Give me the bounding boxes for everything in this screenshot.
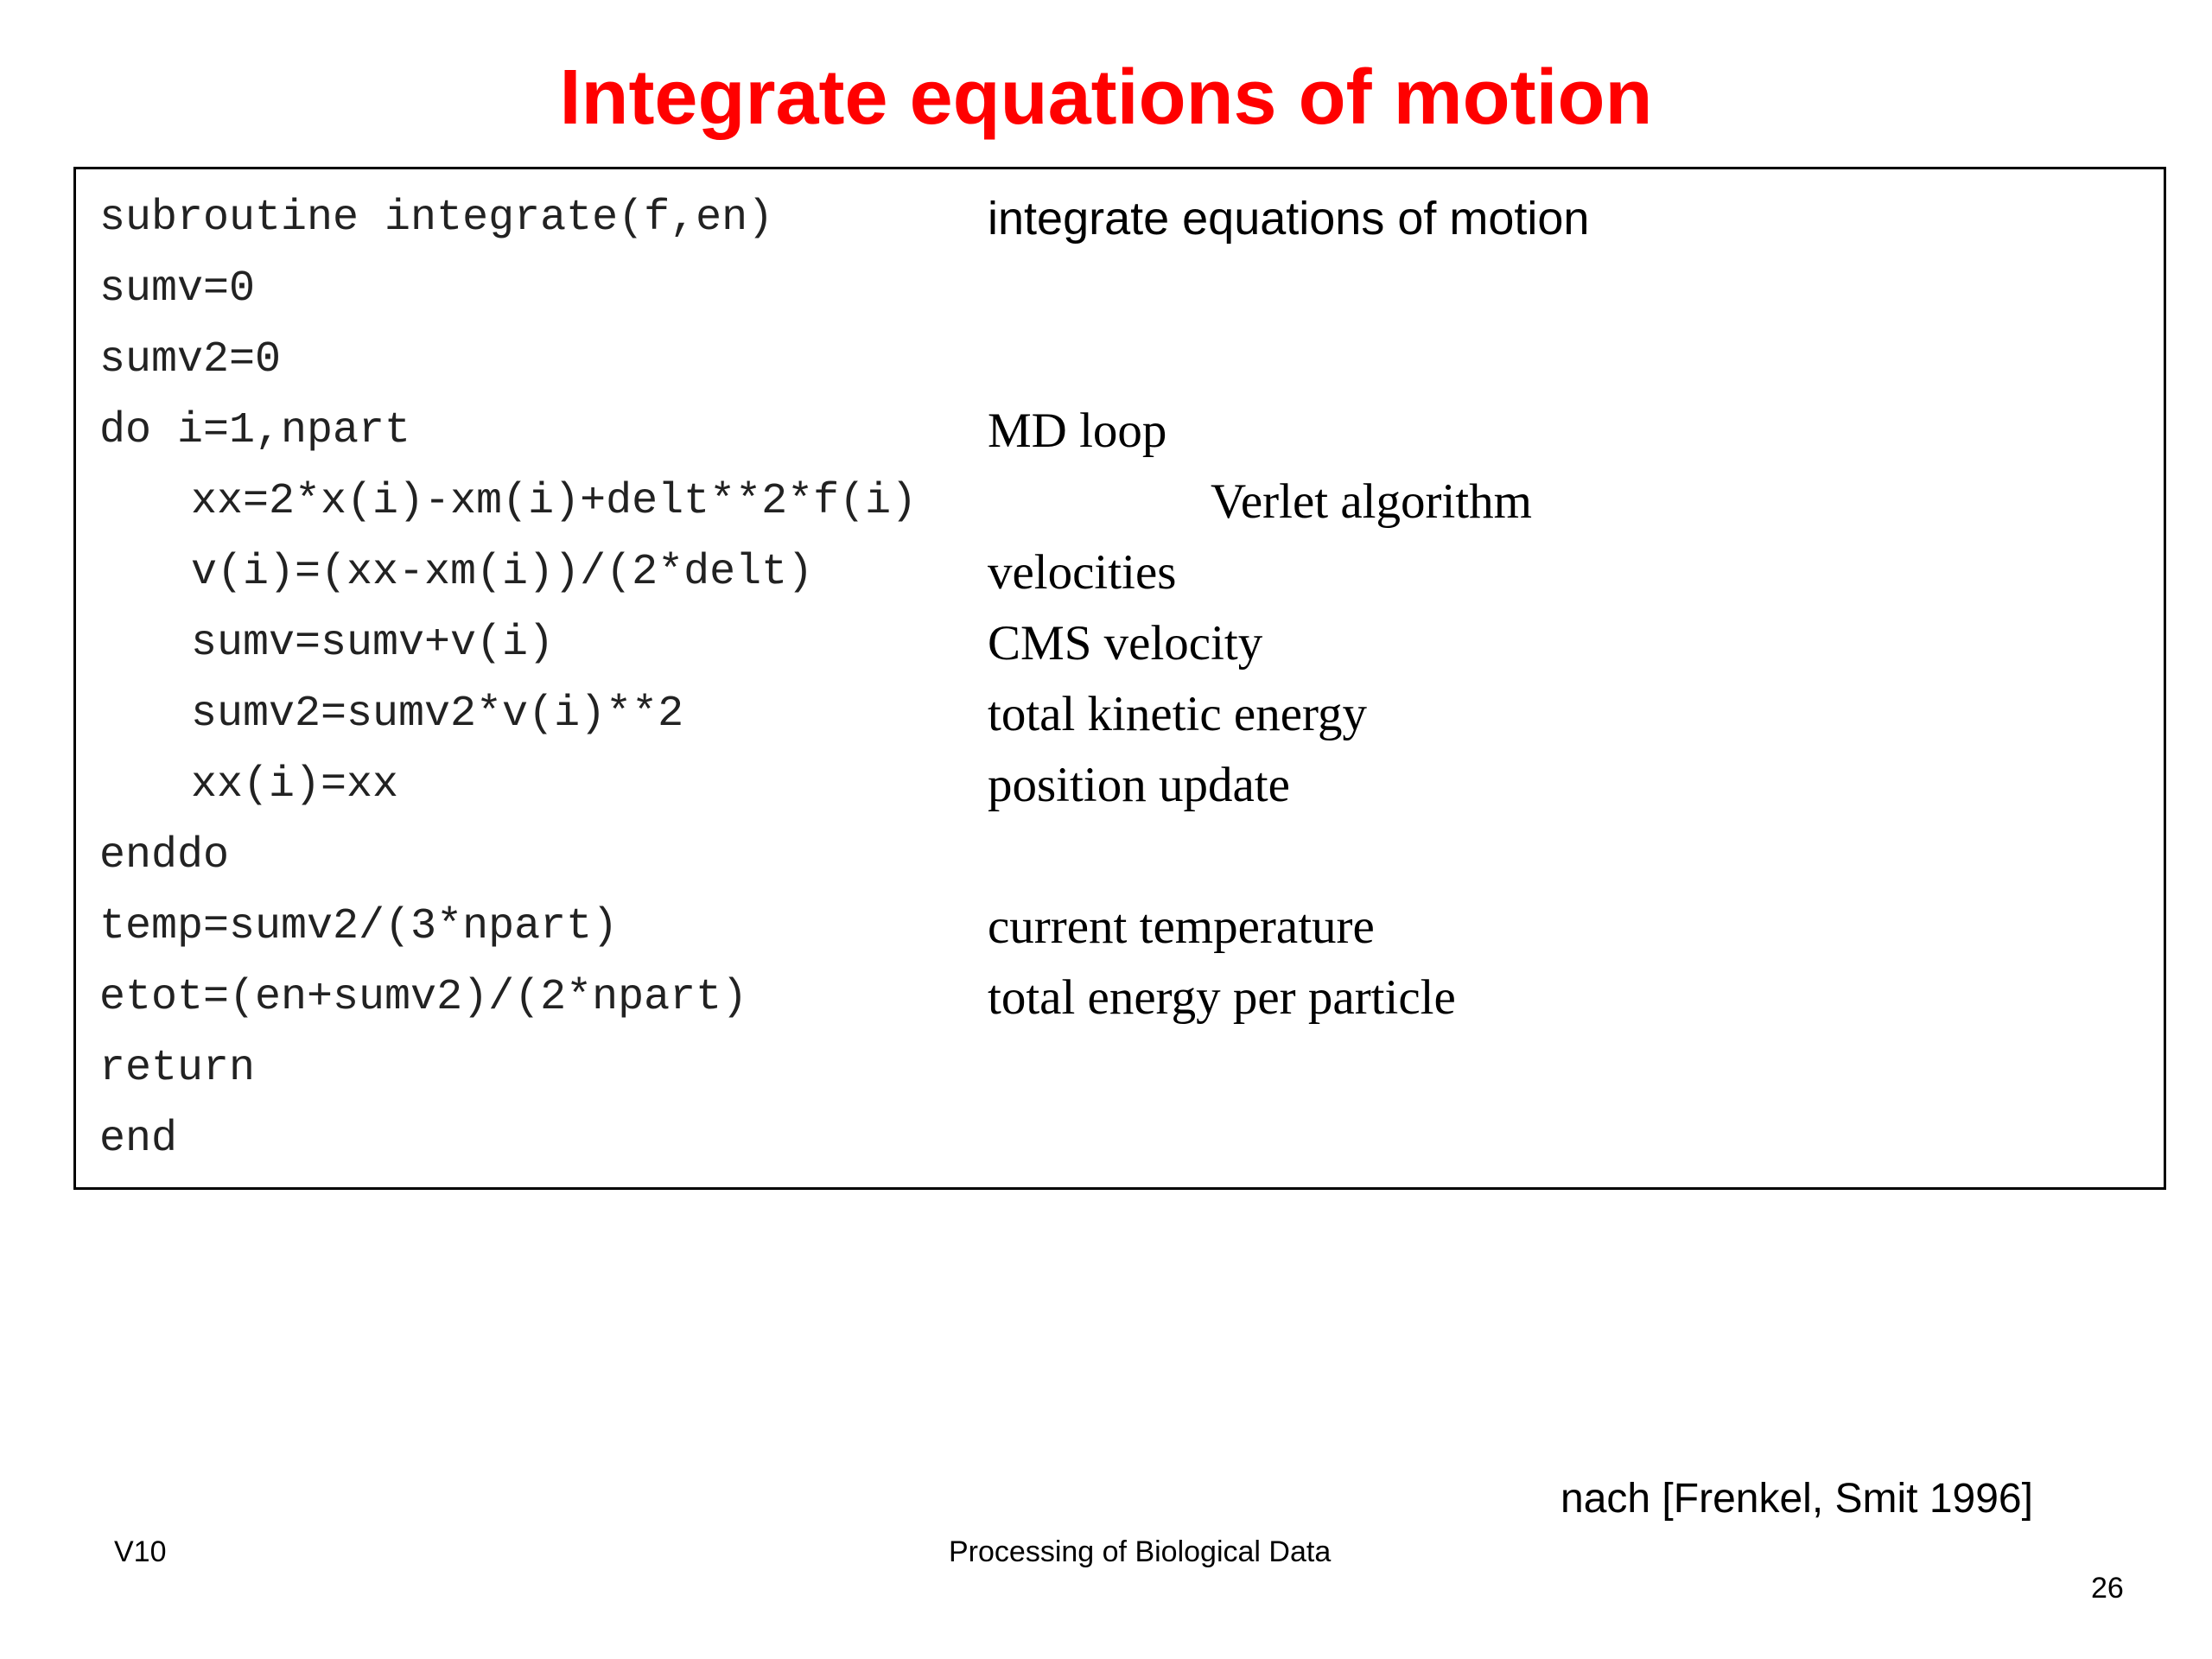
code-listing-box — [73, 167, 2166, 1190]
code-line — [76, 821, 2164, 892]
code-line — [76, 183, 2164, 254]
code-comment: current temperature — [988, 899, 1375, 954]
code-line — [76, 892, 2164, 963]
footer-course-title: Processing of Biological Data — [949, 1535, 1332, 1568]
code-text: sumv2=sumv2*v(i)**2 — [191, 690, 684, 739]
code-comment: total energy per particle — [988, 970, 1456, 1025]
code-text: xx=2*x(i)-xm(i)+delt**2*f(i) — [191, 477, 918, 526]
code-line — [76, 963, 2164, 1033]
code-line — [76, 254, 2164, 325]
code-comment: Verlet algorithm — [1211, 474, 1532, 529]
slide-title: Integrate equations of motion — [559, 54, 1653, 141]
code-line — [76, 396, 2164, 467]
code-text: end — [99, 1115, 178, 1164]
code-text: subroutine integrate(f,en) — [99, 194, 774, 243]
code-line — [76, 679, 2164, 750]
code-text: enddo — [99, 831, 230, 880]
code-line — [76, 325, 2164, 396]
page-number: 26 — [2091, 1572, 2124, 1605]
code-line — [76, 1033, 2164, 1104]
code-comment: total kinetic energy — [988, 687, 1367, 741]
code-line — [76, 467, 2164, 537]
code-text: sumv=0 — [99, 264, 256, 314]
code-text: etot=(en+sumv2)/(2*npart) — [99, 973, 748, 1022]
code-comment: velocities — [988, 545, 1177, 600]
code-text: return — [99, 1044, 256, 1093]
code-comment: CMS velocity — [988, 616, 1263, 671]
code-text: sumv=sumv+v(i) — [191, 619, 555, 668]
code-line — [76, 608, 2164, 679]
code-text: temp=sumv2/(3*npart) — [99, 902, 619, 951]
code-line — [76, 1104, 2164, 1175]
code-text: do i=1,npart — [99, 406, 411, 455]
code-line — [76, 750, 2164, 821]
code-text: xx(i)=xx — [191, 760, 399, 810]
code-comment: position update — [988, 758, 1290, 812]
code-comment: integrate equations of motion — [988, 193, 1590, 245]
code-text: v(i)=(xx-xm(i))/(2*delt) — [191, 548, 814, 597]
code-text: sumv2=0 — [99, 335, 282, 385]
footer-version: V10 — [114, 1535, 167, 1568]
citation: nach [Frenkel, Smit 1996] — [1560, 1476, 2033, 1522]
code-line — [76, 537, 2164, 608]
code-comment: MD loop — [988, 404, 1167, 458]
